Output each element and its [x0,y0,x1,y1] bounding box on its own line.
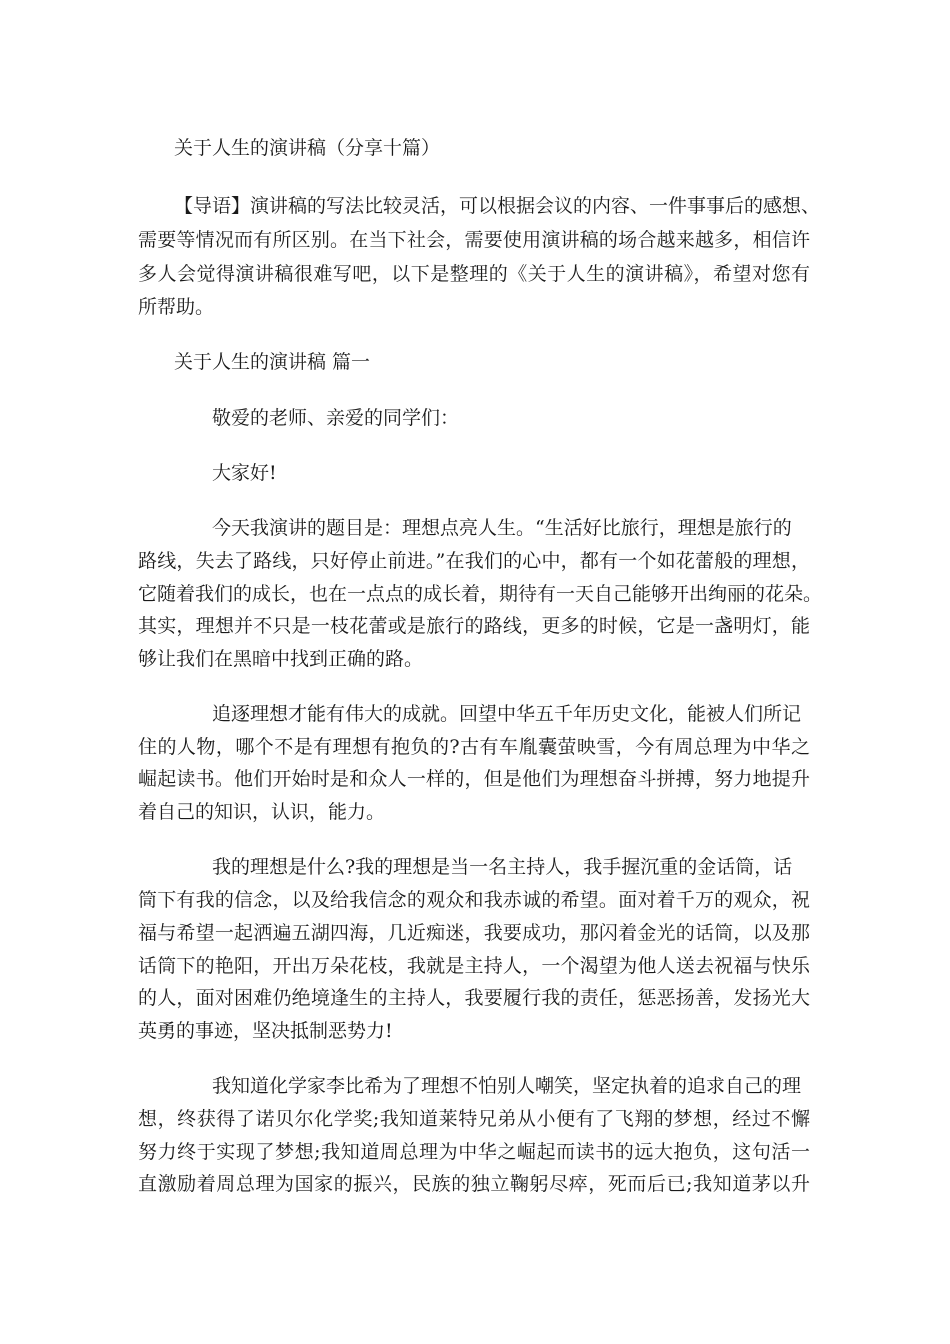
section-heading: 关于人生的演讲稿 篇一 [174,351,371,373]
paragraph-line: 筒下有我的信念，以及给我信念的观众和我赤诚的希望。面对着千万的观众，祝 [138,889,810,911]
paragraph-line: 直激励着周总理为国家的振兴，民族的独立鞠躬尽瘁，死而后已;我知道茅以升 [138,1173,810,1195]
paragraph-line: 今天我演讲的题目是：理想点亮人生。“生活好比旅行，理想是旅行的 [212,517,792,539]
paragraph-line: 福与希望一起洒遍五湖四海，几近痴迷，我要成功，那闪着金光的话筒，以及那 [138,922,810,944]
paragraph-line: 路线，失去了路线，只好停止前进。”在我们的心中，都有一个如花蕾般的理想， [138,550,810,572]
paragraph-line: 住的人物，哪个不是有理想有抱负的?古有车胤囊萤映雪，今有周总理为中华之 [138,736,810,758]
paragraph-line: 英勇的事迹，坚决抵制恶势力! [138,1020,393,1042]
paragraph-line: 它随着我们的成长，也在一点点的成长着，期待有一天自己能够开出绚丽的花朵。 [138,583,823,605]
paragraph-line: 崛起读书。他们开始时是和众人一样的，但是他们为理想奋斗拼搏，努力地提升 [138,768,810,790]
intro-line: 需要等情况而有所区别。在当下社会，需要使用演讲稿的场合越来越多，相信许 [138,229,810,251]
paragraph-line: 想，终获得了诺贝尔化学奖;我知道莱特兄弟从小便有了飞翔的梦想，经过不懈 [138,1108,810,1130]
intro-line: 所帮助。 [138,296,215,318]
document-title: 关于人生的演讲稿（分享十篇） [174,137,441,159]
paragraph-line: 其实，理想并不只是一枝花蕾或是旅行的路线，更多的时候，它是一盏明灯，能 [138,615,810,637]
paragraph-line: 努力终于实现了梦想;我知道周总理为中华之崛起而读书的远大抱负，这句活一 [138,1141,810,1163]
paragraph-line: 我知道化学家李比希为了理想不怕别人嘲笑，坚定执着的追求自己的理 [212,1075,802,1097]
paragraph-line: 我的理想是什么?我的理想是当一名主持人，我手握沉重的金话筒，话 [212,856,793,878]
paragraph-line: 追逐理想才能有伟大的成就。回望中华五千年历史文化，能被人们所记 [212,703,802,725]
paragraph-line: 话筒下的艳阳，开出万朵花枝，我就是主持人，一个渴望为他人送去祝福与快乐 [138,955,810,977]
paragraph-line: 着自己的知识，认识，能力。 [138,801,386,823]
greeting: 大家好! [212,462,277,484]
paragraph-line: 够让我们在黑暗中找到正确的路。 [138,648,424,670]
intro-line: 多人会觉得演讲稿很难写吧，以下是整理的《关于人生的演讲稿》，希望对您有 [138,263,810,285]
paragraph-line: 的人，面对困难仍绝境逢生的主持人，我要履行我的责任，惩恶扬善，发扬光大 [138,987,810,1009]
salutation: 敬爱的老师、亲爱的同学们： [212,407,460,429]
intro-line: 【导语】演讲稿的写法比较灵活，可以根据会议的内容、一件事事后的感想、 [174,195,821,217]
